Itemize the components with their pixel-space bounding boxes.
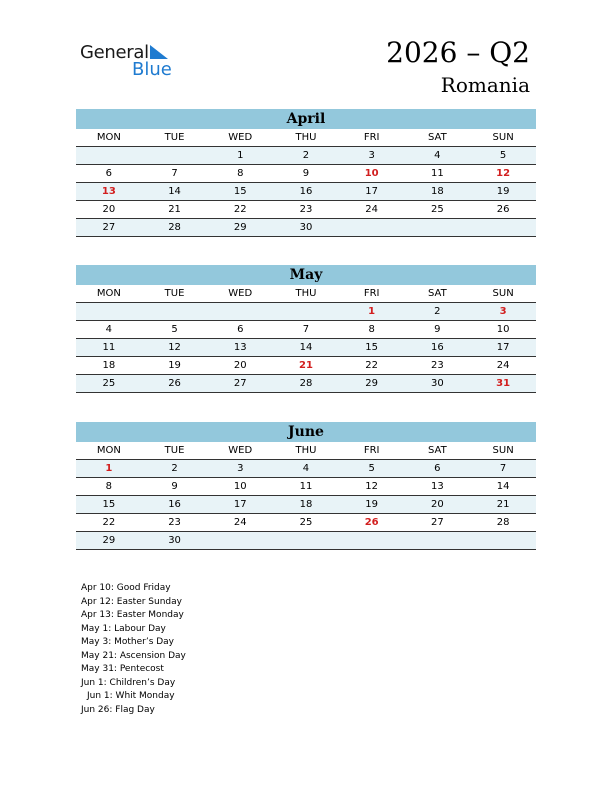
page-title: 2026 – Q2 xyxy=(386,36,530,69)
week-row xyxy=(76,496,536,514)
day-cell xyxy=(207,532,273,550)
holiday-note: Jun 1: Children’s Day xyxy=(81,677,176,688)
week-row xyxy=(76,514,536,532)
day-cell xyxy=(76,303,142,321)
day-cell: 5 xyxy=(339,460,405,478)
day-cell xyxy=(339,532,405,550)
day-cell: 18 xyxy=(405,183,471,201)
day-cell: 29 xyxy=(339,375,405,393)
day-cell: 26 xyxy=(142,375,208,393)
day-cell: 2 xyxy=(405,303,471,321)
day-cell: 22 xyxy=(76,514,142,532)
holiday-note: Apr 13: Easter Monday xyxy=(81,610,184,620)
month-title: June xyxy=(76,422,536,442)
day-cell: 12 xyxy=(339,478,405,496)
day-cell: 1 xyxy=(76,460,142,478)
day-cell: 30 xyxy=(142,532,208,550)
calendar-grid xyxy=(76,129,536,237)
weekday-header: TUE xyxy=(142,285,208,303)
day-cell: 30 xyxy=(273,219,339,237)
day-cell xyxy=(273,532,339,550)
day-cell: 14 xyxy=(470,478,536,496)
weekday-header: SUN xyxy=(470,285,536,303)
day-cell: 19 xyxy=(470,183,536,201)
day-cell: 13 xyxy=(76,183,142,201)
day-cell: 2 xyxy=(273,147,339,165)
weekday-header: MON xyxy=(76,285,142,303)
weekday-header: TUE xyxy=(142,129,208,147)
day-cell xyxy=(142,147,208,165)
day-cell: 1 xyxy=(339,303,405,321)
day-cell: 3 xyxy=(470,303,536,321)
weekday-header: FRI xyxy=(339,442,405,460)
week-row xyxy=(76,321,536,339)
day-cell: 18 xyxy=(273,496,339,514)
day-cell xyxy=(339,219,405,237)
week-row xyxy=(76,460,536,478)
day-cell: 30 xyxy=(405,375,471,393)
day-cell: 25 xyxy=(76,375,142,393)
week-row xyxy=(76,339,536,357)
day-cell: 23 xyxy=(405,357,471,375)
day-cell xyxy=(273,303,339,321)
weekday-header: SAT xyxy=(405,129,471,147)
day-cell: 27 xyxy=(207,375,273,393)
day-cell: 11 xyxy=(405,165,471,183)
day-cell: 23 xyxy=(273,201,339,219)
day-cell: 10 xyxy=(339,165,405,183)
week-row xyxy=(76,532,536,550)
weekday-header: WED xyxy=(207,285,273,303)
weekday-header: MON xyxy=(76,442,142,460)
day-cell: 1 xyxy=(207,147,273,165)
day-cell: 24 xyxy=(339,201,405,219)
day-cell: 11 xyxy=(273,478,339,496)
day-cell: 10 xyxy=(470,321,536,339)
day-cell: 31 xyxy=(470,375,536,393)
day-cell: 13 xyxy=(207,339,273,357)
day-cell: 6 xyxy=(76,165,142,183)
day-cell: 23 xyxy=(142,514,208,532)
week-row xyxy=(76,183,536,201)
day-cell: 13 xyxy=(405,478,471,496)
day-cell: 22 xyxy=(207,201,273,219)
weekday-header: WED xyxy=(207,442,273,460)
day-cell: 7 xyxy=(142,165,208,183)
holiday-note: May 3: Mother’s Day xyxy=(81,637,175,647)
day-cell: 12 xyxy=(142,339,208,357)
weekday-header: THU xyxy=(273,129,339,147)
day-cell: 26 xyxy=(470,201,536,219)
logo-text-blue: Blue xyxy=(132,59,172,80)
day-cell xyxy=(207,303,273,321)
day-cell: 25 xyxy=(405,201,471,219)
week-row xyxy=(76,147,536,165)
day-cell: 22 xyxy=(339,357,405,375)
day-cell: 3 xyxy=(339,147,405,165)
day-cell: 29 xyxy=(207,219,273,237)
day-cell: 20 xyxy=(207,357,273,375)
day-cell: 15 xyxy=(76,496,142,514)
calendar-grid xyxy=(76,285,536,393)
day-cell: 18 xyxy=(76,357,142,375)
month-april xyxy=(76,109,536,237)
day-cell: 6 xyxy=(207,321,273,339)
holiday-note: Apr 10: Good Friday xyxy=(81,583,171,593)
weekday-header: SAT xyxy=(405,285,471,303)
day-cell: 9 xyxy=(142,478,208,496)
day-cell: 26 xyxy=(339,514,405,532)
day-cell: 7 xyxy=(470,460,536,478)
day-cell: 19 xyxy=(142,357,208,375)
month-june xyxy=(76,422,536,550)
day-cell: 9 xyxy=(405,321,471,339)
weekday-header: SUN xyxy=(470,442,536,460)
day-cell: 28 xyxy=(470,514,536,532)
weekday-header: TUE xyxy=(142,442,208,460)
week-row xyxy=(76,357,536,375)
day-cell: 8 xyxy=(207,165,273,183)
day-cell: 2 xyxy=(142,460,208,478)
day-cell: 15 xyxy=(339,339,405,357)
day-cell: 17 xyxy=(339,183,405,201)
weekday-header: THU xyxy=(273,442,339,460)
holiday-note: May 1: Labour Day xyxy=(81,623,166,634)
week-row xyxy=(76,303,536,321)
month-title: April xyxy=(76,109,536,129)
day-cell: 10 xyxy=(207,478,273,496)
day-cell: 27 xyxy=(405,514,471,532)
holiday-note: May 21: Ascension Day xyxy=(81,650,186,661)
day-cell: 5 xyxy=(470,147,536,165)
day-cell: 4 xyxy=(76,321,142,339)
day-cell: 25 xyxy=(273,514,339,532)
day-cell xyxy=(405,532,471,550)
day-cell: 11 xyxy=(76,339,142,357)
day-cell: 15 xyxy=(207,183,273,201)
holiday-note: Jun 26: Flag Day xyxy=(81,704,155,715)
logo-text-general: General xyxy=(80,42,149,63)
weekday-header: FRI xyxy=(339,285,405,303)
day-cell: 16 xyxy=(405,339,471,357)
day-cell: 12 xyxy=(470,165,536,183)
weekday-header: SAT xyxy=(405,442,471,460)
day-cell: 28 xyxy=(273,375,339,393)
weekday-header: THU xyxy=(273,285,339,303)
month-title: May xyxy=(76,265,536,285)
day-cell: 27 xyxy=(76,219,142,237)
day-cell: 21 xyxy=(470,496,536,514)
day-cell: 28 xyxy=(142,219,208,237)
day-cell: 21 xyxy=(142,201,208,219)
day-cell xyxy=(76,147,142,165)
day-cell: 29 xyxy=(76,532,142,550)
day-cell: 5 xyxy=(142,321,208,339)
day-cell: 16 xyxy=(273,183,339,201)
day-cell: 3 xyxy=(207,460,273,478)
day-cell: 24 xyxy=(207,514,273,532)
day-cell: 7 xyxy=(273,321,339,339)
day-cell: 4 xyxy=(405,147,471,165)
day-cell: 17 xyxy=(207,496,273,514)
holiday-note: May 31: Pentecost xyxy=(81,664,164,674)
weekday-header: SUN xyxy=(470,129,536,147)
day-cell: 8 xyxy=(339,321,405,339)
day-cell: 9 xyxy=(273,165,339,183)
weekday-header: WED xyxy=(207,129,273,147)
day-cell: 21 xyxy=(273,357,339,375)
holiday-list xyxy=(81,582,186,717)
day-cell xyxy=(405,219,471,237)
day-cell: 20 xyxy=(405,496,471,514)
week-row xyxy=(76,165,536,183)
day-cell: 17 xyxy=(470,339,536,357)
weekday-header: FRI xyxy=(339,129,405,147)
week-row xyxy=(76,201,536,219)
day-cell: 20 xyxy=(76,201,142,219)
week-row xyxy=(76,478,536,496)
day-cell xyxy=(470,532,536,550)
weekday-header: MON xyxy=(76,129,142,147)
day-cell: 19 xyxy=(339,496,405,514)
day-cell: 6 xyxy=(405,460,471,478)
day-cell: 24 xyxy=(470,357,536,375)
day-cell: 16 xyxy=(142,496,208,514)
day-cell: 4 xyxy=(273,460,339,478)
calendar-grid xyxy=(76,442,536,550)
day-cell: 14 xyxy=(142,183,208,201)
day-cell xyxy=(142,303,208,321)
day-cell: 8 xyxy=(76,478,142,496)
holiday-note: Jun 1: Whit Monday xyxy=(87,691,175,701)
week-row xyxy=(76,219,536,237)
country-name: Romania xyxy=(440,73,530,97)
month-may xyxy=(76,265,536,393)
holiday-note: Apr 12: Easter Sunday xyxy=(81,596,182,607)
day-cell xyxy=(470,219,536,237)
week-row xyxy=(76,375,536,393)
day-cell: 14 xyxy=(273,339,339,357)
